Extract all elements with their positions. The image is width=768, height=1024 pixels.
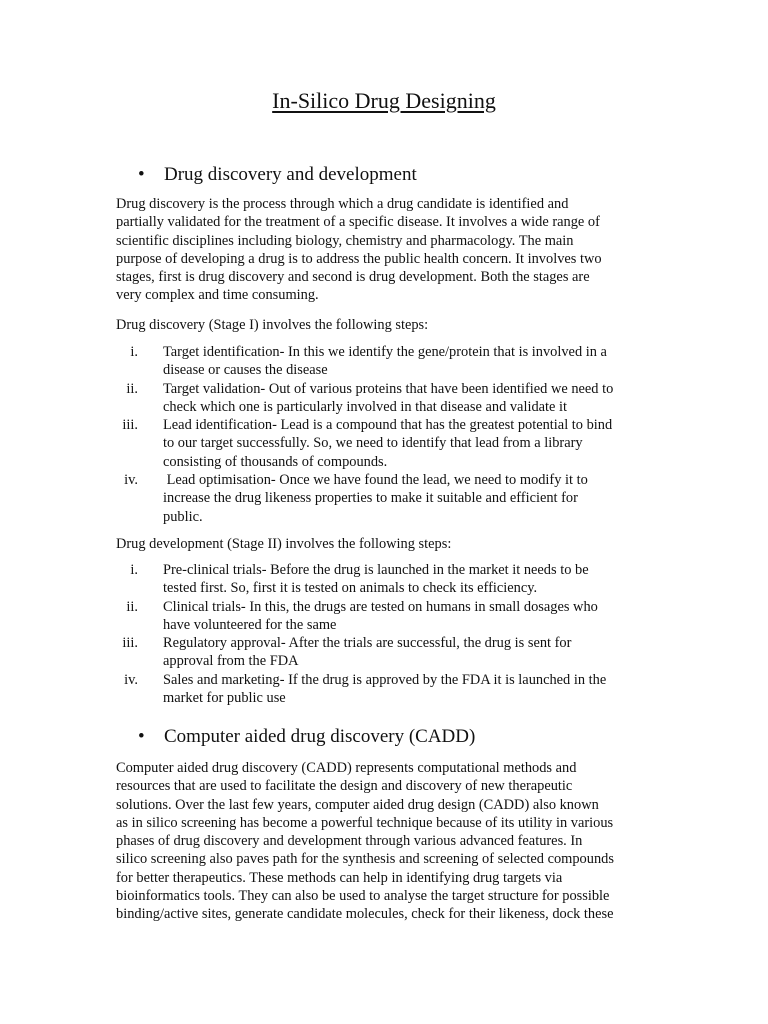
list-item-line: Clinical trials- In this, the drugs are tested on humans in small dosages who (163, 598, 598, 615)
list-item (116, 380, 656, 417)
paragraph-line: silico screening also paves path for the synthesis and screening of selected compounds (116, 851, 614, 868)
paragraph-line: stages, first is drug discovery and second is drug development. Both the stages are (116, 269, 590, 286)
list-item-line: Target identification- In this we identify the gene/protein that is involved in a (163, 344, 607, 360)
paragraph-line: bioinformatics tools. They can also be used to analyse the target structure for possible (116, 888, 610, 905)
list-item (116, 634, 656, 671)
intro-paragraph (116, 195, 656, 305)
list-item-line: check which one is particularly involved in that disease and validate it (163, 398, 568, 415)
list-item-line: approval from the FDA (163, 653, 299, 670)
document-title: In-Silico Drug Designing (272, 88, 496, 113)
paragraph-line: for better therapeutics. These methods can help in identifying drug targets via (116, 869, 563, 886)
list-item-line: have volunteered for the same (163, 616, 337, 633)
paragraph-line: scientific disciplines including biology, chemistry and pharmacology. The main (116, 232, 574, 249)
list-number: iv. (124, 671, 138, 688)
cadd-paragraph (116, 759, 656, 924)
list-item (116, 561, 656, 598)
section-heading-text: Drug discovery and development (164, 164, 417, 185)
paragraph-line: very complex and time consuming. (116, 287, 319, 304)
paragraph-line: solutions. Over the last few years, computer aided drug design (CADD) also known (116, 796, 599, 813)
stage-one-steps-list (116, 343, 656, 526)
list-number: iv. (124, 472, 138, 489)
bullet-icon: • (138, 726, 145, 747)
list-number: i. (130, 562, 138, 578)
list-item-line: Pre-clinical trials- Before the drug is launched in the market it needs to be (163, 562, 589, 578)
stage-two-steps-list (116, 561, 656, 707)
list-number: i. (130, 344, 138, 360)
paragraph-line: purpose of developing a drug is to address the public health concern. It involves two (116, 250, 602, 267)
list-item-line: disease or causes the disease (163, 362, 328, 379)
paragraph-line: resources that are used to facilitate the design and discovery of new therapeutic (116, 778, 573, 795)
paragraph-line: binding/active sites, generate candidate molecules, check for their likeness, dock these (116, 906, 614, 923)
paragraph-line: Drug development (Stage II) involves the following steps: (116, 536, 452, 552)
paragraph-line: phases of drug discovery and development through various advanced features. In (116, 833, 583, 850)
list-item (116, 598, 656, 635)
list-item-line: Sales and marketing- If the drug is approved by the FDA it is launched in the (163, 671, 607, 688)
list-item-line: Lead optimisation- Once we have found the lead, we need to modify it to (163, 472, 588, 489)
list-item-line: to our target successfully. So, we need to identify that lead from a library (163, 435, 583, 452)
paragraph-line: partially validated for the treatment of a specific disease. It involves a wide range of (116, 214, 600, 231)
list-item-line: market for public use (163, 690, 286, 707)
list-item (116, 343, 656, 380)
list-item-line: tested first. So, first it is tested on animals to check its efficiency. (163, 580, 538, 597)
list-item-line: Target validation- Out of various proteins that have been identified we need to (163, 380, 614, 397)
section-heading-text: Computer aided drug discovery (CADD) (164, 726, 476, 747)
list-item-line: Lead identification- Lead is a compound that has the greatest potential to bind (163, 417, 613, 434)
bullet-icon: • (138, 164, 145, 185)
list-number: ii. (126, 598, 138, 615)
paragraph-line: Computer aided drug discovery (CADD) represents computational methods and (116, 760, 577, 776)
paragraph-line: Drug discovery (Stage I) involves the following steps: (116, 317, 429, 333)
list-number: iii. (122, 417, 138, 434)
list-item-line: increase the drug likeness properties to make it suitable and efficient for (163, 490, 578, 507)
list-item (116, 416, 656, 471)
paragraph-line: Drug discovery is the process through which a drug candidate is identified and (116, 196, 569, 212)
list-item (116, 471, 656, 526)
list-item-line: consisting of thousands of compounds. (163, 453, 388, 470)
list-number: iii. (122, 635, 138, 652)
list-item-line: public. (163, 508, 203, 525)
stage-two-lead (116, 535, 656, 553)
list-number: ii. (126, 380, 138, 397)
list-item (116, 671, 656, 708)
stage-one-lead (116, 316, 656, 334)
list-item-line: Regulatory approval- After the trials are successful, the drug is sent for (163, 635, 572, 652)
paragraph-line: as in silico screening has become a powerful technique because of its utility in various (116, 814, 614, 831)
